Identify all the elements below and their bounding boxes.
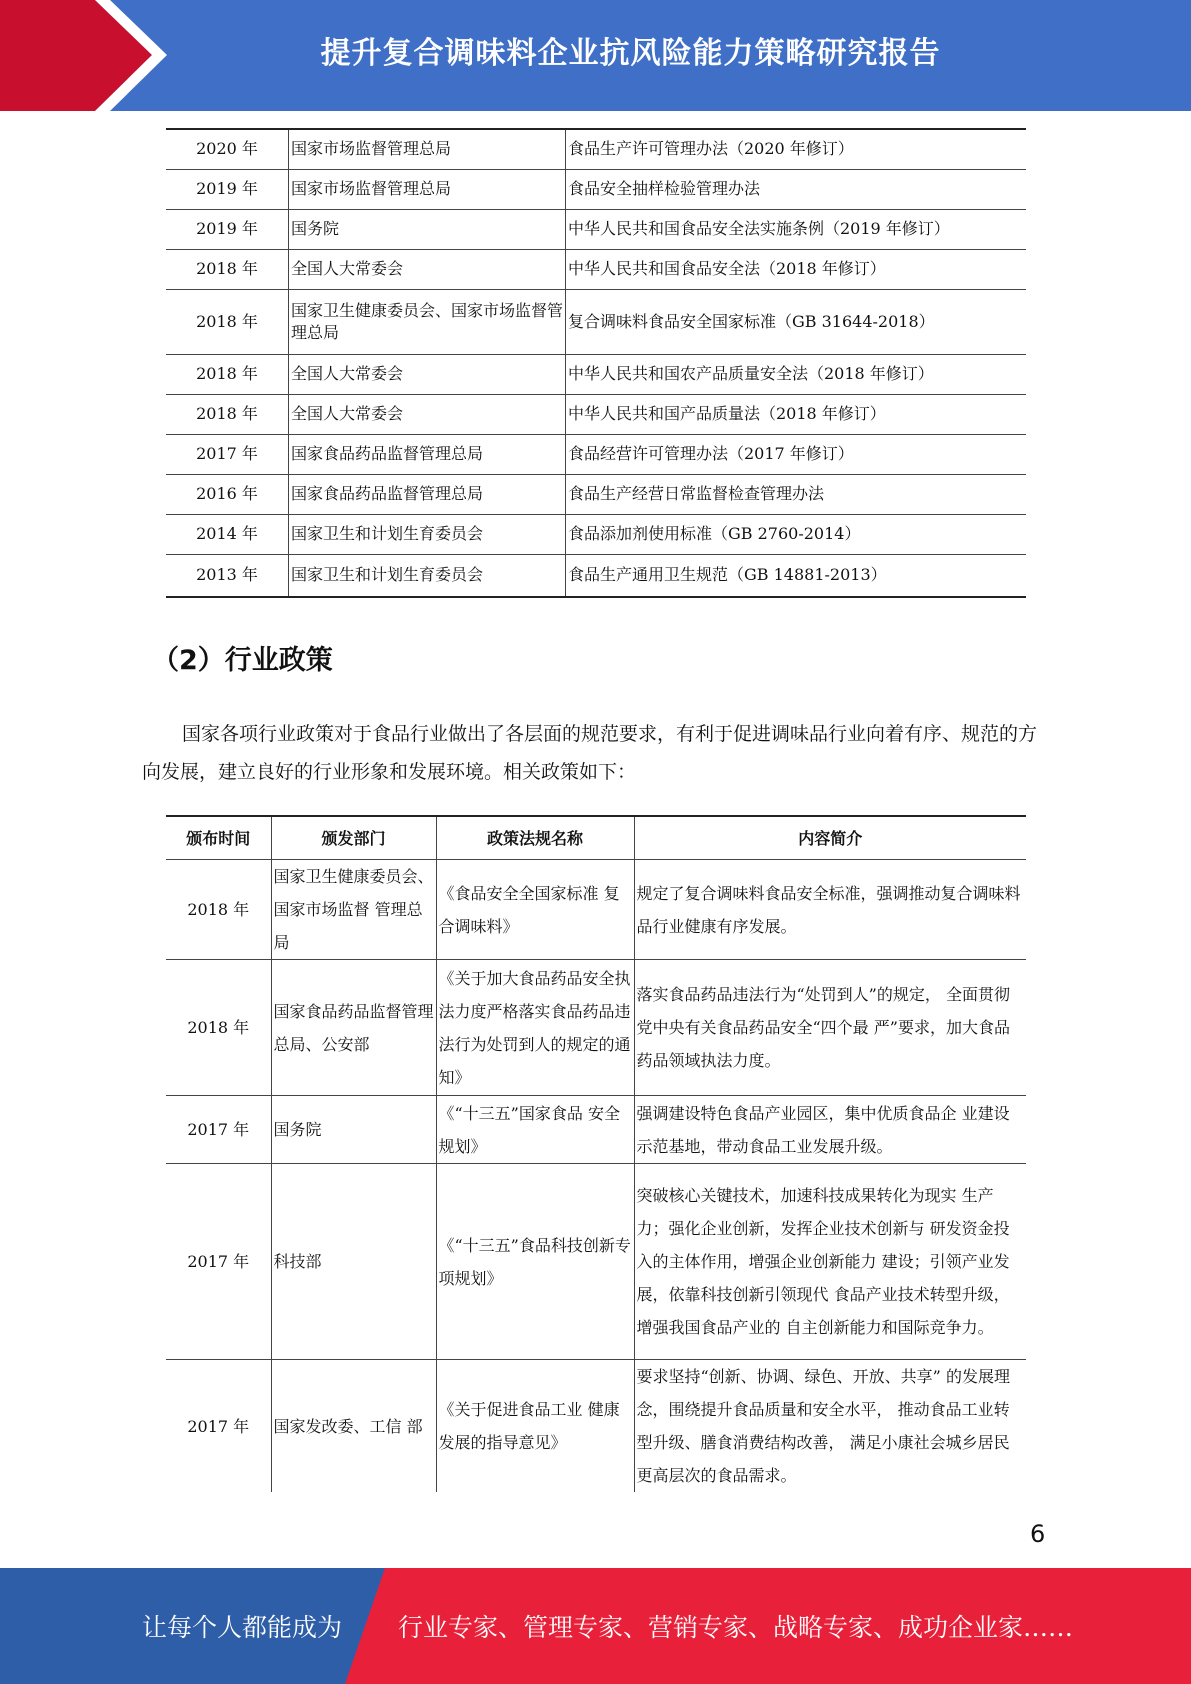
regulation-name-cell: 中华人民共和国农产品质量安全法（2018 年修订）: [566, 354, 1027, 394]
column-header: 颁布时间: [166, 816, 271, 860]
issuer-cell: 科技部: [271, 1164, 436, 1360]
regulation-name-cell: 中华人民共和国产品质量法（2018 年修订）: [566, 394, 1027, 434]
issuer-cell: 全国人大常委会: [289, 394, 566, 434]
table-row: [166, 169, 1026, 209]
footer-slogan-text: 行业专家、管理专家、营销专家、战略专家、成功企业家……: [398, 1613, 1074, 1642]
year-cell: 2018 年: [166, 960, 271, 1096]
year-cell: 2017 年: [166, 1360, 271, 1493]
year-cell: 2018 年: [166, 394, 289, 434]
summary-cell: 落实食品药品违法行为“处罚到人”的规定， 全面贯彻党中央有关食品药品安全“四个最 严”要求，加大食品药品领域执法力度。: [634, 960, 1026, 1096]
issuer-cell: 全国人大常委会: [289, 354, 566, 394]
policy-name-cell: 《关于加大食品药品安全执法力度严格落实食品药品违法行为处罚到人的规定的通知》: [436, 960, 634, 1096]
table-row: [166, 1164, 1026, 1360]
regulation-name-cell: 食品生产许可管理办法（2020 年修订）: [566, 129, 1027, 169]
regulation-name-cell: 食品生产经营日常监督检查管理办法: [566, 474, 1027, 514]
regulation-name-cell: 中华人民共和国食品安全法实施条例（2019 年修订）: [566, 209, 1027, 249]
table-row: [166, 289, 1026, 354]
table-row: [166, 554, 1026, 597]
table-row: [166, 249, 1026, 289]
year-cell: 2017 年: [166, 1096, 271, 1164]
policy-table: [166, 815, 1026, 1492]
year-cell: 2013 年: [166, 554, 289, 597]
policy-name-cell: 《关于促进食品工业 健康发展的指导意见》: [436, 1360, 634, 1493]
issuer-cell: 国家食品药品监督管理总局: [289, 474, 566, 514]
section-heading: （2）行业政策: [152, 645, 333, 676]
regulation-name-cell: 中华人民共和国食品安全法（2018 年修订）: [566, 249, 1027, 289]
table-row: [166, 514, 1026, 554]
year-cell: 2017 年: [166, 1164, 271, 1360]
table-row: [166, 209, 1026, 249]
table-row: [166, 354, 1026, 394]
column-header: 政策法规名称: [436, 816, 634, 860]
table-row: [166, 1360, 1026, 1493]
issuer-cell: 国家市场监督管理总局: [289, 169, 566, 209]
year-cell: 2019 年: [166, 209, 289, 249]
issuer-cell: 国家卫生和计划生育委员会: [289, 514, 566, 554]
table-row: [166, 474, 1026, 514]
year-cell: 2018 年: [166, 354, 289, 394]
year-cell: 2014 年: [166, 514, 289, 554]
page-header: [0, 0, 1191, 111]
year-cell: 2017 年: [166, 434, 289, 474]
year-cell: 2018 年: [166, 289, 289, 354]
year-cell: 2016 年: [166, 474, 289, 514]
summary-cell: 要求坚持“创新、协调、绿色、开放、共享” 的发展理念，围绕提升食品质量和安全水平， 推动食品工业转型升级、膳食消费结构改善， 满足小康社会城乡居民更高层次的食品需求。: [636, 1367, 1010, 1485]
issuer-cell: 国家市场监督管理总局: [289, 129, 566, 169]
issuer-cell: 国家食品药品监督管理总局: [289, 434, 566, 474]
issuer-cell: 国家发改委、工信 部: [271, 1360, 436, 1493]
summary-cell: 突破核心关键技术，加速科技成果转化为现实 生产力；强化企业创新，发挥企业技术创新与 研发资金投入的主体作用，增强企业创新能力 建设；引领产业发展，依靠科技创新引领现代 食品产业技术转型升级，增强我国食品产业的 自主创新能力和国际竞争力。: [634, 1164, 1026, 1360]
report-title: 提升复合调味料企业抗风险能力策略研究报告: [320, 36, 941, 71]
regulation-name-cell: 食品添加剂使用标准（GB 2760-2014）: [566, 514, 1027, 554]
body-paragraph: 国家各项行业政策对于食品行业做出了各层面的规范要求，有利于促进调味品行业向着有序、规范的方向发展，建立良好的行业形象和发展环境。相关政策如下：: [142, 723, 1038, 783]
regulation-name-cell: 食品经营许可管理办法（2017 年修订）: [566, 434, 1027, 474]
issuer-cell: 国家卫生健康委员会、国家市场监督管理总局: [289, 289, 566, 354]
table-row: [166, 1096, 1026, 1164]
table-row: [166, 129, 1026, 169]
regulation-name-cell: 食品生产通用卫生规范（GB 14881-2013）: [566, 554, 1027, 597]
year-cell: 2019 年: [166, 169, 289, 209]
policy-name-cell: 《食品安全全国家标准 复合调味料》: [436, 860, 634, 960]
regulation-name-cell: 食品安全抽样检验管理办法: [566, 169, 1027, 209]
issuer-cell: 国家食品药品监督管理总局、公安部: [271, 960, 436, 1096]
table-row: [166, 860, 1026, 960]
summary-cell: 规定了复合调味料食品安全标准，强调推动复合调味料品行业健康有序发展。: [634, 860, 1026, 960]
year-cell: 2020 年: [166, 129, 289, 169]
issuer-cell: 国家卫生和计划生育委员会: [289, 554, 566, 597]
year-cell: 2018 年: [166, 860, 271, 960]
footer-lead-text: 让每个人都能成为: [142, 1613, 343, 1642]
page-number: 6: [1030, 1520, 1046, 1548]
table-header-row: [166, 816, 1026, 860]
summary-cell: 强调建设特色食品产业园区，集中优质食品企 业建设示范基地，带动食品工业发展升级。: [634, 1096, 1026, 1164]
issuer-cell: 国务院: [289, 209, 566, 249]
table-row: [166, 394, 1026, 434]
regulation-name-cell: 复合调味料食品安全国家标准（GB 31644-2018）: [566, 289, 1027, 354]
page-footer: [0, 1568, 1191, 1684]
table-row: [166, 960, 1026, 1096]
regulations-table: [166, 128, 1026, 598]
issuer-cell: 国家卫生健康委员会、国家市场监督 管理总局: [271, 860, 436, 960]
table-row: [166, 434, 1026, 474]
issuer-cell: 全国人大常委会: [289, 249, 566, 289]
column-header: 颁发部门: [271, 816, 436, 860]
policy-name-cell: 《“十三五”食品科技创新专项规划》: [436, 1164, 634, 1360]
year-cell: 2018 年: [166, 249, 289, 289]
column-header: 内容简介: [634, 816, 1026, 860]
policy-name-cell: 《“十三五”国家食品 安全规划》: [436, 1096, 634, 1164]
issuer-cell: 国务院: [271, 1096, 436, 1164]
